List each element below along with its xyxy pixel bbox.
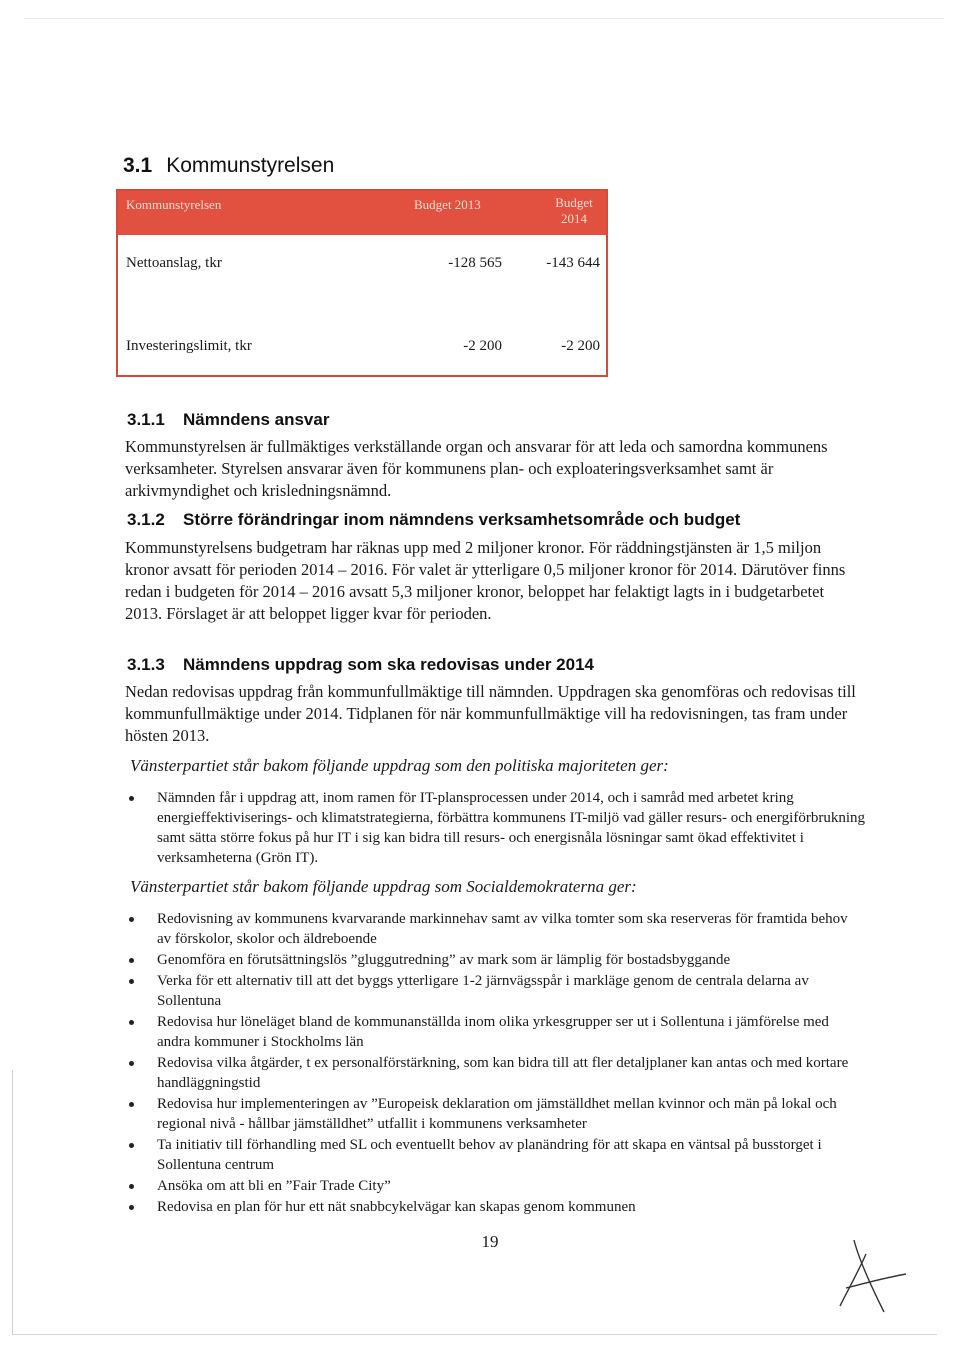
scan-left-edge: [12, 1070, 13, 1335]
list-item-text: Redovisa en plan för hur ett nät snabbcykelvägar kan skapas genom kommunen: [157, 1199, 636, 1215]
bullet-icon: [129, 1184, 134, 1189]
list-item-text: Verka för ett alternativ till att det byggs ytterligare 1-2 järnvägsspår i markläge genom de centrala delarna av Sollentuna: [157, 973, 809, 1009]
list-item-text: Ansöka om att bli en ”Fair Trade City”: [157, 1178, 391, 1194]
vp-social-democrats-heading: Vänsterpartiet står bakom följande uppdrag som Socialdemokraterna ger:: [130, 877, 637, 896]
subsection-title: Nämndens ansvar: [183, 410, 330, 429]
row-value-2014: -2 200: [561, 338, 600, 354]
section-heading: [123, 154, 334, 178]
list-item: [125, 1012, 865, 1052]
header-committee: Kommunstyrelsen: [126, 197, 222, 212]
list-item-text: Redovisa hur löneläget bland de kommunanställda inom olika yrkesgrupper ser ut i Sollentuna i jämförelse med andra kommuner i Stockholms län: [157, 1014, 829, 1050]
bullet-icon: [129, 979, 134, 984]
header-budget-2014: [546, 195, 602, 227]
scan-bottom-edge: [12, 1334, 937, 1335]
paragraph-311: Kommunstyrelsen är fullmäktiges verkställande organ och ansvarar för att leda och samordna kommunens verksamheter. Styrelsen ansvarar även för kommunens plan- och exploateringsverksamhet samt är arkivmyndighet och krisledningsnämnd.: [125, 437, 828, 500]
subsection-heading-311: [127, 410, 329, 430]
list-item: [125, 1135, 865, 1175]
subsection-title: Nämndens uppdrag som ska redovisas under 2014: [183, 655, 594, 674]
paragraph-312: Kommunstyrelsens budgetram har räknas upp med 2 miljoner kronor. För räddningstjänsten är 1,5 miljon kronor avsatt för perioden 2014 – 2016. För valet är ytterligare 0,5 miljoner kronor för 2014. Därutöver finns redan i budgeten för 2014 – 2016 avsatt 5,3 miljoner kronor, beloppet har felaktigt lagts in i budgetarbetet 2013. Förslaget är att beloppet ligger kvar för perioden.: [125, 538, 846, 623]
header-budget-2014-line1: Budget: [555, 195, 593, 210]
bullet-icon: [129, 796, 134, 801]
list-item: [125, 909, 865, 949]
header-budget-2013: Budget 2013: [414, 197, 481, 212]
bullet-icon: [129, 1061, 134, 1066]
list-item-text: Redovisa vilka åtgärder, t ex personalförstärkning, som kan bidra till att fler detaljplaner kan antas och med kortare handläggningstid: [157, 1055, 849, 1091]
list-item: [125, 1197, 865, 1217]
list-item-text: Nämnden får i uppdrag att, inom ramen för IT-plansprocessen under 2014, och i samråd med arbetet kring energieffektiviserings- och klimatstrategierna, förbättra kommunens IT-miljö vad gäller resurs- och energiförbrukning samt sätta större fokus på hur IT i sig kan bidra till resurs- och energisnåla lösningar samt ökad effektivitet i verksamheterna (Grön IT).: [157, 790, 865, 866]
list-item: [125, 971, 865, 1011]
signature-mark: [836, 1236, 910, 1316]
list-item: [125, 1053, 865, 1093]
subsection-heading-313: [127, 655, 594, 675]
list-item: [125, 1176, 865, 1196]
bullet-icon: [129, 958, 134, 963]
list-item: [125, 1094, 865, 1134]
list-item-text: Ta initiativ till förhandling med SL och eventuellt behov av planändring för att skapa en väntsal på busstorget i Sollentuna centrum: [157, 1137, 822, 1173]
bullet-icon: [129, 1143, 134, 1148]
vp-majority-list: [125, 788, 865, 869]
budget-table-header: [118, 191, 606, 235]
list-item-text: Redovisa hur implementeringen av ”Europeisk deklaration om jämställdhet mellan kvinnor och män på lokal och regional nivå - hållbar jämställdhet” utfallit i kommunens verksamheter: [157, 1096, 837, 1132]
bullet-icon: [129, 1102, 134, 1107]
subsection-heading-312: [127, 510, 740, 530]
list-item-text: Redovisning av kommunens kvarvarande markinnehav samt av vilka tomter som ska reserveras för framtida behov av förskolor, skolor och äldreboende: [157, 911, 848, 947]
paragraph-313: Nedan redovisas uppdrag från kommunfullmäktige till nämnden. Uppdragen ska genomföras och redovisas till kommunfullmäktige under 2014. Tidplanen för när kommunfullmäktige vill ha redovisningen, tas fram under hösten 2013.: [125, 682, 856, 745]
list-item: [125, 950, 865, 970]
budget-table: [116, 189, 608, 377]
header-budget-2014-line2: 2014: [561, 211, 587, 226]
bullet-icon: [129, 1020, 134, 1025]
vp-majority-heading: Vänsterpartiet står bakom följande uppdrag som den politiska majoriteten ger:: [130, 756, 669, 775]
subsection-title: Större förändringar inom nämndens verksamhetsområde och budget: [183, 510, 741, 529]
section-number: 3.1: [123, 154, 153, 177]
scan-top-edge: [24, 18, 944, 19]
row-value-2013: -2 200: [463, 338, 502, 354]
page-number: 19: [481, 1232, 499, 1251]
subsection-number: 3.1.3: [127, 655, 165, 674]
subsection-number: 3.1.1: [127, 410, 165, 429]
vp-social-democrats-list: [125, 909, 865, 1218]
list-item: [125, 788, 865, 868]
row-label: Nettoanslag, tkr: [126, 255, 222, 271]
section-title: Kommunstyrelsen: [166, 154, 335, 177]
row-value-2014: -143 644: [546, 255, 600, 271]
bullet-icon: [129, 1205, 134, 1210]
row-value-2013: -128 565: [448, 255, 502, 271]
bullet-icon: [129, 917, 134, 922]
list-item-text: Genomföra en förutsättningslös ”gluggutredning” av mark som är lämplig för bostadsbyggande: [157, 952, 731, 968]
subsection-number: 3.1.2: [127, 510, 165, 529]
row-label: Investeringslimit, tkr: [126, 338, 252, 354]
